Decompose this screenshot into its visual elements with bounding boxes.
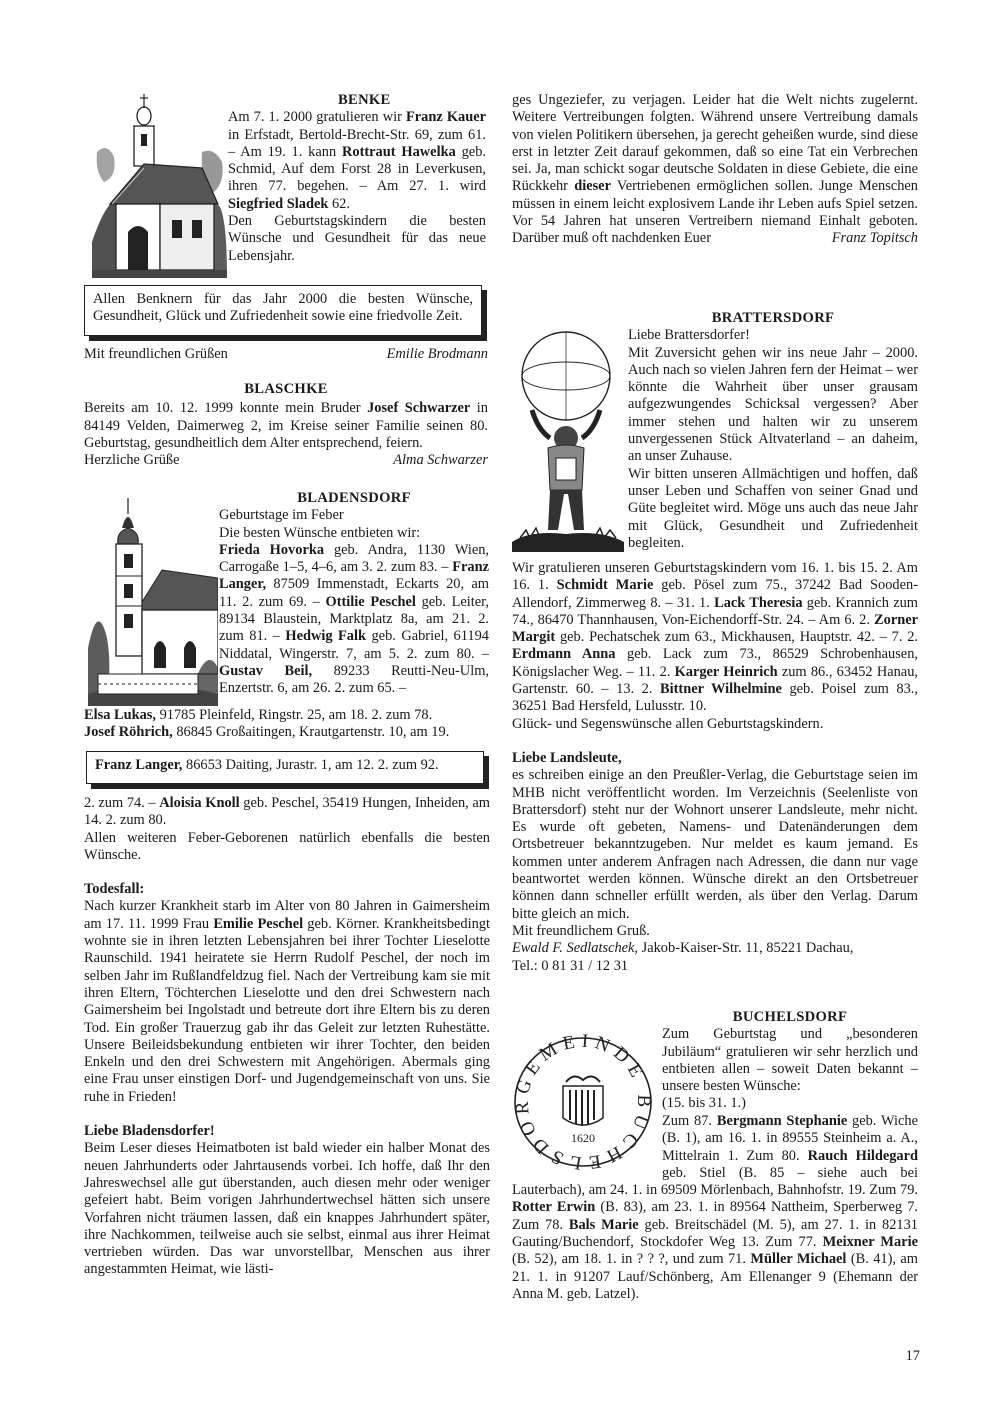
letter-continued: [512, 92, 918, 248]
bold-name: Bittner Wilhelmine: [660, 681, 782, 698]
brattersdorf-p2: Wir bitten unseren Allmächtigen und hoffen, daß unser Leben und Schaffen von seiner Gnad und Güte begleitet wird. Möge uns auch das neue Jahr mit Glück, Gesundheit und Zufriedenheit begleiten.: [628, 465, 918, 551]
bold-name: Gustav Beil,: [219, 662, 313, 679]
letter-heading: Liebe Bladensdorfer!: [84, 1123, 215, 1140]
bladensdorf-rest: [84, 795, 490, 1279]
bladensdorf-continued: [84, 707, 490, 742]
blaschke-greeting: Herzliche Grüße: [84, 452, 180, 469]
buchelsdorf-birthdays: [512, 1113, 918, 1303]
blaschke-title: BLASCHKE: [244, 381, 328, 397]
bold-name: Hedwig Falk: [285, 628, 367, 645]
seal-year: 1620: [571, 1131, 595, 1145]
landsleute-text: es schreiben einige an den Preußler-Verlag, die Geburtstage seien im MHB nicht veröffentlicht worden. Im Verzeichnis (Seelenliste von Brattersdorf) steht nur der Wohnort unserer Landsleute, mehr nicht. Es wurde oft gebeten, Namens- und Datenänderungen dem Ortsbetreuer bekanntzugeben. Nur meldet es kaum jemand. Es kommen unter anderem Anfragen nach Adressen, die dann nur vage beantwortet werden können. Wünsche direkt an den Ortsbetreuer können dann schneller erfüllt werden, als über den Verlag. Darum bitte gleich an mich.: [512, 767, 918, 922]
buchelsdorf-p2: Zum 87. Bergmann Stephanie geb. Wiche (B. 1), am 16. 1. in 89555 Steinheim a. A., Mittelrain 1. Zum 80. Rauch Hildegard geb. Stiel (B. 85 – siehe auch bei Lauterbach), am 24. 1. in 69509 Mörlenbach, Bahnhofstr. 19. Zum 79. Rotter Erwin (B. 83), am 23. 1. in 89564 Nattheim, Sperberweg 7. Zum 78. Bals Marie geb. Breitschädel (M. 5), am 27. 1. in 82131 Gauting/Buchendorf, Stockdofer Weg 13. Zum 77. Meixner Marie (B. 52), am 18. 1. in ? ? ?, und zum 71. Müller Michael (B. 41), am 21. 1. in 91207 Lauf/Schönberg, Am Ellenanger 9 (Ehemann der Anna M. geb. Latzel).: [512, 1113, 919, 1302]
brattersdorf-closing: Mit freundlichem Gruß.: [512, 922, 650, 939]
bold-name: Franz Langer,: [95, 757, 183, 773]
letter-text: Beim Leser dieses Heimatboten ist bald wieder ein halber Monat des neuen Jahrhunderts oder Jahrtausends vorbei. Ich hoffe, daß Ihr den Jahreswechsel alle gut überstanden, auch diesen mehr oder weniger gefeiert habt. Beim vorigen Jahrhundertwechsel hätten sich unsere Vorfahren nicht träumen lassen, daß ein knappes Jahrhundert später, ihre Nachkommen, teilweise auch sie selbst, einmal aus ihrer Heimat vertrieben würden. Das war unvorstellbar, Menschen aus ihrer angestammten Heimat, wie lästi-: [84, 1140, 490, 1278]
brattersdorf-sig-name: Ewald F. Sedlatschek,: [512, 940, 639, 957]
bold-name: Aloisia Knoll: [159, 795, 240, 811]
bold-name: Franz Langer,: [219, 559, 489, 593]
bold-name: Rauch Hildegard: [807, 1147, 918, 1164]
bladensdorf-box: [86, 751, 484, 784]
brattersdorf-p1: Mit Zuversicht gehen wir ins neue Jahr – 2000. Auch nach so vielen Jahren fern der Heimat – wer könnte die Wahrheit über unser grausam aufgezwungendes Schicksal vergessen? Aber immer stehen und halten wir zu unserem unvergessenen Stück Altvaterland – an daheim, an unser Zuhause.: [628, 344, 918, 465]
letter-cont-text: ges Ungeziefer, zu verjagen. Leider hat die Welt nichts zugelernt. Weitere Vertreibungen folgten. Während unsere Vertreibung damals von vielen Politikern übersehen, ja gerecht geheißen wurde, sind diese erst in letzter Zeit darauf gekommen, daß so eine Tat ein Verbrechen sei. Ja, man schickt sogar deutsche Soldaten in diese Gebiete, die eine Rückkehr dieser Vertriebenen ermöglichen sollen. Junge Menschen müssen in einem leicht explosivem Lande ihr Leben aufs Spiel setzen. Vor 54 Jahren hat unseren Vertreibern niemand Einhalt geboten. Darüber muß oft nachdenken Euer: [512, 92, 918, 247]
page-number: 17: [905, 1348, 920, 1364]
brattersdorf-sig-addr: Jakob-Kaiser-Str. 11, 85221 Dachau,: [638, 940, 854, 957]
chapel-illustration: [92, 92, 227, 278]
bladensdorf-paragraph: Frieda Hovorka geb. Andra, 1130 Wien, Carrogaße 1–5, 4–6, am 3. 2. zum 83. – Franz Langer, 87509 Immenstadt, Eckarts 20, am 11. 2. zum 69. – Ottilie Peschel geb. Leiter, 89134 Blaustein, Marktplatz 8a, am 21. 2. zum 81. – Hedwig Falk geb. Gabriel, 61194 Niddatal, Wingerstr. 7, am 5. 2. zum 80. – Gustav Beil, 89233 Reutti-Neu-Ulm, Enzertstr. 6, am 26. 2. zum 65. –: [219, 541, 490, 697]
brattersdorf-title: BRATTERSDORF: [711, 310, 835, 326]
bold-name: Frieda Hovorka: [219, 541, 325, 558]
bladensdorf-intro1: Geburtstage im Feber: [219, 507, 344, 524]
bold-name: Meixner Marie: [822, 1234, 918, 1251]
bold-name: Karger Heinrich: [674, 663, 778, 680]
bladensdorf-title: BLADENSDORF: [297, 490, 411, 506]
bold-name: Bals Marie: [568, 1216, 639, 1233]
bladensdorf-section: [219, 490, 489, 698]
bold-name: Emilie Peschel: [213, 915, 304, 932]
bladensdorf-box-text: Franz Langer, 86653 Daiting, Jurastr. 1, am 12. 2. zum 92.: [95, 757, 439, 773]
bold-name: Ottilie Peschel: [325, 593, 416, 610]
bladensdorf-wishes: Allen weiteren Feber-Geborenen natürlich ebenfalls die besten Wünsche.: [84, 829, 490, 863]
seal-text: GEMEINDE BUCHELSDOR: [511, 1032, 655, 1172]
bold-name: Rotter Erwin: [512, 1199, 596, 1216]
brattersdorf-section: [628, 310, 918, 552]
church-illustration: [88, 498, 218, 706]
bold-name: Elsa Lukas,: [84, 707, 156, 723]
landsleute-heading: Liebe Landsleute,: [512, 749, 622, 766]
benke-paragraph: Am 7. 1. 2000 gratulieren wir Franz Kauer in Erfstadt, Bertold-Brecht-Str. 69, zum 61. – Am 19. 1. kann Rottraut Hawelka geb. Schmid, Auf dem Forst 28 in Leverkusen, ihren 77. begehen. – Am 27. 1. wird Siegfried Sladek 62.: [228, 109, 486, 212]
bold-name: Lack Theresia: [714, 594, 803, 611]
brattersdorf-p3: Wir gratulieren unseren Geburtstagskindern vom 16. 1. bis 15. 2. Am 16. 1. Schmidt Marie geb. Pösel zum 75., 37242 Bad Sooden-Allendorf, Zimmerweg 8. – 31. 1. Lack Theresia geb. Krannich zum 74., 86470 Thannhausen, Von-Eichendorff-Str. 24. – Am 6. 2. Zorner Margit geb. Pechatschek zum 63., Mickhausen, Hauptstr. 42. – 7. 2. Erdmann Anna geb. Lack zum 73., 86529 Schrobenhausen, Königslacher Weg. – 11. 2. Karger Heinrich zum 86., 63452 Hanau, Gartenstr. 60. – 13. 2. Bittner Wilhelmine geb. Poisel zum 83., 36251 Bad Hersfeld, Lulusstr. 10.: [512, 560, 918, 715]
brattersdorf-salutation: Liebe Brattersdorfer!: [628, 327, 750, 344]
bladensdorf-aloisia: 2. zum 74. – Aloisia Knoll geb. Peschel, 35419 Hungen, Inheiden, am 14. 2. zum 80.: [84, 795, 490, 829]
bold-name: Franz Kauer: [405, 109, 486, 126]
bladensdorf-josef: Josef Röhrich, 86845 Großaitingen, Krautgartenstr. 10, am 19.: [84, 724, 450, 741]
death-text: Nach kurzer Krankheit starb im Alter von 80 Jahren in Gaimersheim am 17. 11. 1999 Frau Emilie Peschel geb. Körner. Krankheitsbedingt wohnte sie in ihren letzten Lebensjahren bei ihrer Tochter Lieselotte Raunschild. 1941 heiratete sie Herrn Rudolf Peschel, der noch im selben Jahr im Rußlandfeldzug fiel. Nach der Vertreibung kam sie mit ihren Eltern, Töchterchen Lieselotte und den drei Schwestern nach Gaimersheim bei Ingolstadt und betreute dort ihre Eltern bis zu deren Tod. Ein großer Trauerzug gab ihr das Geleit zur letzten Ruhestätte. Unsere Beileidsbekundung entbieten wir ihrer Tochter, den beiden Enkeln und den drei Schwestern mit Angehörigen. Abermals ging eine Frau unser einstigen Dorf- und Jugendgemeinschaft von uns. Sie ruhe in Frieden!: [84, 898, 490, 1105]
death-heading: Todesfall:: [84, 881, 145, 898]
bold-name: Josef Schwarzer: [367, 400, 471, 417]
blaschke-signature: Alma Schwarzer: [393, 452, 488, 469]
buchelsdorf-title: BUCHELSDORF: [732, 1009, 848, 1025]
benke-greeting: Mit freundlichen Grüßen: [84, 346, 228, 362]
buchelsdorf-p1: Zum Geburtstag und „besonderen Jubiläum“ gratulieren wir sehr herzlich und entbieten allen – soweit Daten bekannt – unsere besten Wünsche:: [662, 1026, 918, 1095]
blaschke-section: [84, 381, 488, 469]
benke-signoff: [84, 346, 488, 363]
bold-name: Bergmann Stephanie: [716, 1113, 848, 1129]
bold-name: Zorner Margit: [512, 611, 918, 646]
brattersdorf-p4: Glück- und Segenswünsche allen Geburtstagskindern.: [512, 715, 824, 732]
letter-signature: Franz Topitsch: [831, 230, 918, 247]
bold-name: Rottraut Hawelka: [342, 143, 456, 160]
buchelsdorf-section: [662, 1009, 918, 1113]
bold-name: Erdmann Anna: [512, 646, 616, 663]
brattersdorf-sig: [512, 940, 918, 957]
buchelsdorf-range: (15. bis 31. 1.): [662, 1095, 746, 1112]
brattersdorf-birthdays: [512, 560, 918, 975]
benke-signature: Emilie Brodmann: [386, 346, 488, 362]
benke-box-text: Allen Benknern für das Jahr 2000 die besten Wünsche, Gesundheit, Glück und Zufriedenheit sowie eine friedvolle Zeit.: [93, 291, 473, 325]
benke-title: BENKE: [338, 92, 391, 108]
bold-name: dieser: [574, 178, 611, 195]
bladensdorf-intro2: Die besten Wünsche entbieten wir:: [219, 524, 421, 541]
benke-wishes: Den Geburtstagskindern die besten Wünsche und Gesundheit für das neue Lebensjahr.: [228, 213, 486, 264]
bold-name: Siegfried Sladek: [228, 195, 329, 212]
bladensdorf-elsa: Elsa Lukas, 91785 Pleinfeld, Ringstr. 25, am 18. 2. zum 78.: [84, 707, 433, 723]
blaschke-paragraph: Bereits am 10. 12. 1999 konnte mein Bruder Josef Schwarzer in 84149 Velden, Daimerweg 2, im Kreise seiner Familie seinen 80. Geburtstag, gesundheitlich dem Alter entsprechend, feiern.: [84, 400, 488, 451]
brattersdorf-tel: Tel.: 0 81 31 / 12 31: [512, 957, 629, 974]
benke-greeting-box: [84, 285, 482, 336]
atlas-illustration: [510, 330, 626, 558]
bold-name: Schmidt Marie: [556, 577, 654, 594]
bold-name: Müller Michael: [750, 1251, 847, 1268]
bold-name: Josef Röhrich,: [84, 724, 173, 741]
benke-section: [228, 92, 486, 265]
